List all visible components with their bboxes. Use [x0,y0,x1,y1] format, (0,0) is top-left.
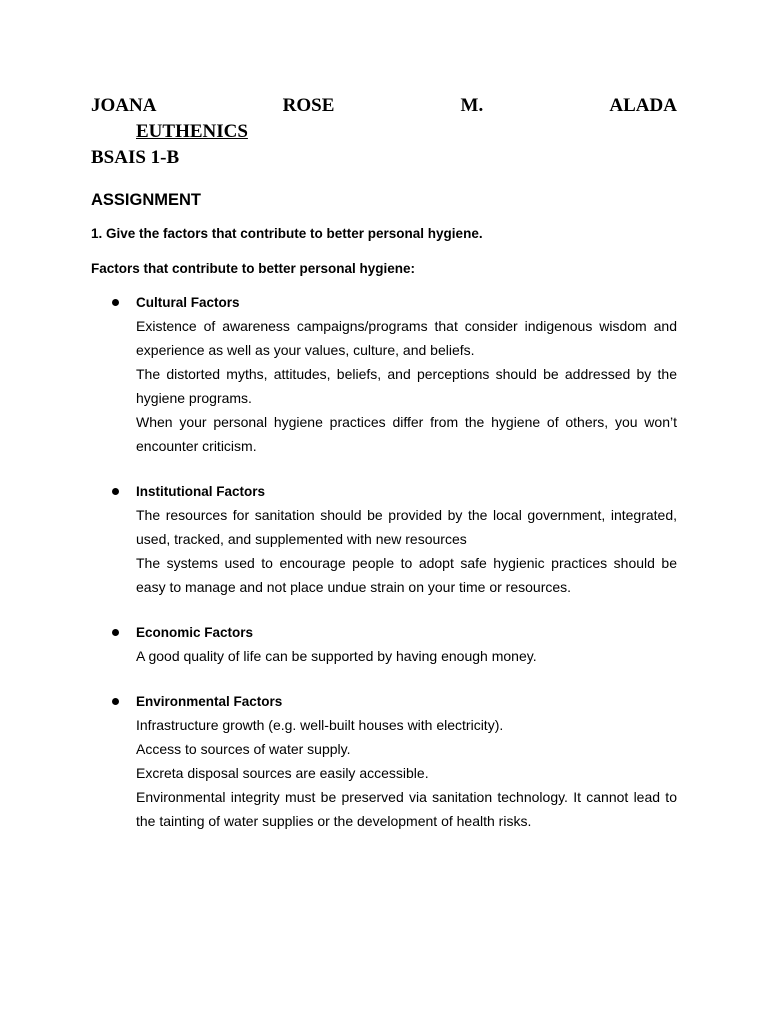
name-initial: M. [460,95,484,116]
name-last: ALADA [609,95,677,116]
factor-paragraph: The resources for sanitation should be provided by the local government, integrated, used, tracked, and supplemented with new resources [136,507,677,547]
factor-paragraph: A good quality of life can be supported by having enough money. [136,648,537,664]
factor-item-economic [91,623,677,668]
subject-title: EUTHENICS [136,121,248,142]
factor-paragraph: Environmental integrity must be preserved via sanitation technology. It cannot lead to the tainting of water supplies or the development of health risks. [136,789,677,829]
assignment-heading: ASSIGNMENT [91,191,202,209]
section-label: BSAIS 1-B [91,147,180,168]
factor-item-institutional [91,482,677,599]
factor-paragraph: Access to sources of water supply. [136,741,351,757]
factor-paragraph: The systems used to encourage people to adopt safe hygienic practices should be easy to manage and not place undue strain on your time or resources. [136,555,677,595]
name-first: JOANA [91,95,157,116]
bullet-icon [112,299,119,306]
bullet-icon [112,698,119,705]
student-name [91,93,677,119]
intro-text: Factors that contribute to better personal hygiene: [91,261,416,276]
factor-title: Economic Factors [136,625,254,640]
factor-paragraph: Infrastructure growth (e.g. well-built houses with electricity). [136,717,504,733]
factor-title: Institutional Factors [136,484,266,499]
factor-title: Cultural Factors [136,295,240,310]
question-text: 1. Give the factors that contribute to better personal hygiene. [91,226,483,241]
factor-paragraph: Existence of awareness campaigns/programs that consider indigenous wisdom and experience as well as your values, culture, and beliefs. [136,318,677,358]
factor-item-cultural [91,293,677,458]
factor-paragraph: The distorted myths, attitudes, beliefs, and perceptions should be addressed by the hygiene programs. [136,366,677,406]
subject-line [91,119,677,145]
factor-paragraph: Excreta disposal sources are easily accessible. [136,765,429,781]
factor-item-environmental [91,692,677,833]
factor-paragraph: When your personal hygiene practices differ from the hygiene of others, you won’t encounter criticism. [136,414,677,454]
name-middle: ROSE [282,95,335,116]
document-page [91,93,677,857]
factor-title: Environmental Factors [136,694,283,709]
bullet-icon [112,488,119,495]
bullet-icon [112,629,119,636]
factor-list [91,293,677,833]
